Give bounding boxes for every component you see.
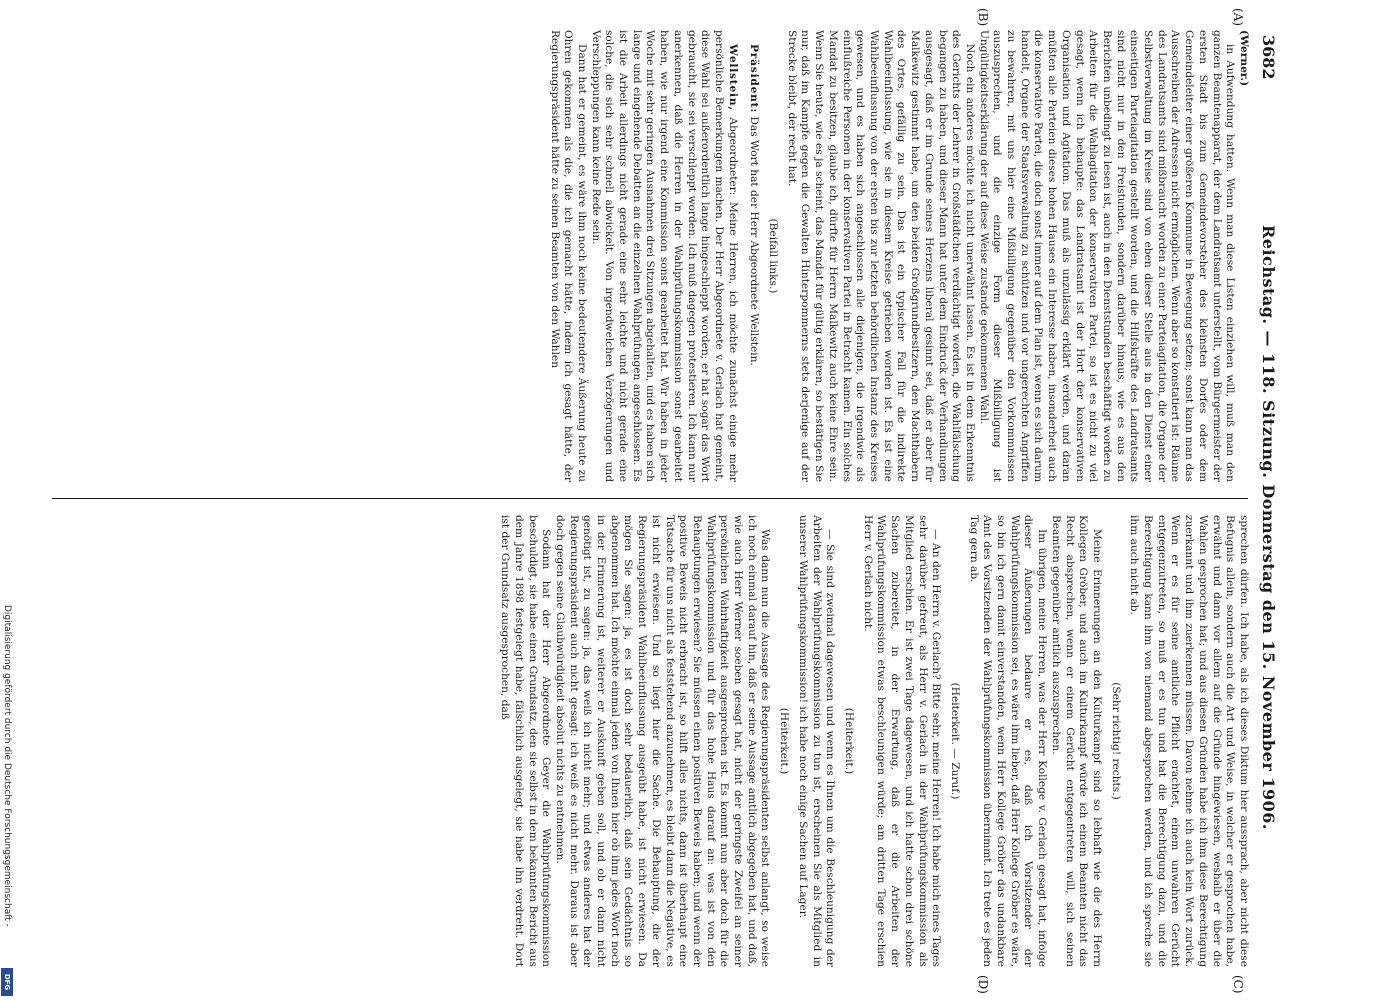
logo-text: DFG xyxy=(3,973,11,991)
president-label: Präsident: xyxy=(748,44,761,114)
paragraph: Was dann nun die Aussage des Regierungspräsidenten selbst anlangt, so weise ich noch einmal darauf hin, daß er seine Aussage amtlich abgegeben hat, und daß, wie auch Herr Werner soeben gesagt hat, nicht der geringste Zweifel an seiner persönlichen Wahrhaftigkeit ausgesprochen ist. Es kommt nun aber doch für die Wahlprüfungskommission und für das hohe Haus darauf an: was ist von den Behauptungen erwiesen? Sie müssen einen positiven Beweis haben; und wenn der positive Beweis nicht erbracht ist, so hilft alles nichts, dann ist überhaupt eine Tatsache für uns nicht als feststehend anzunehmen, es bleibt dann die Negative, es ist nicht erwiesen. Und so liegt hier die Sache. Die Behauptung, die der Regierungspräsident Wahlbeeinflussung ausgeübt habe, ist nicht erwiesen. Da mögen Sie sagen: ja, es ist doch sehr bedauerlich, daß sein Gedächtnis so abgenommen hat. Ich möchte einmal jeden von Ihnen hier ob ihm jedes Wort noch in der Erinnerung ist, weiterer er Auskunft geben soll, und ob er dann nicht genötigt ist, zu sagen: ja, das weiß ich nicht mehr; und etwas anderes hat der Regierungspräsident auch nicht gesagt: ich weiß es nicht mehr. Daraus ist aber doch gegen seine Glaubwürdigkeit absolut nichts zu entnehmen. xyxy=(553,515,772,967)
interjection: (Heiterkeit.) xyxy=(843,707,856,775)
right-column xyxy=(50,515,1250,967)
margin-marker-b: (B) xyxy=(976,8,990,27)
page-number: 3682 xyxy=(1259,35,1278,80)
president-text: Das Wort hat der Herr Abgeordnete Wellstein. xyxy=(748,116,761,366)
speaker-name: Wellstein, xyxy=(726,44,739,111)
credit-text: Digitalisierung gefördert durch die Deutsche Forschungsgemeinschaft - xyxy=(2,605,12,927)
applause-note: (Beifall links.) xyxy=(767,218,780,294)
left-column xyxy=(50,30,1250,482)
interjection: (Sehr richtig! rechts.) xyxy=(1109,682,1122,800)
speaker-role: Abgeordneter: xyxy=(726,117,739,196)
margin-marker-a: (A) xyxy=(1231,8,1245,27)
paragraph: sprechen dürfen. Ich habe, als ich dieses Diktum hier aussprach, aber nicht diese Befugnis allein, sondern auch die Art und Weise, in welcher er gesprochen habe, erwähnt und dann vor allem auf die Gründe hingewiesen, weshalb er über die Wahlen gesprochen hat; und aus diesen Gründen habe ich ihm diese Berechtigung zuerkannt und ihm zuerkennen müssen. Davon nehme ich auch kein Wort zurück. Wenn er es für seine amtliche Pflicht erachtet, einem unwahren Gerücht entgegenzutreten, so muß er es tun und hat die Berechtigung dazu, und die Berechtigung kann ihm von niemand abgesprochen werden, und ich spreche sie ihm auch nicht ab. xyxy=(1128,515,1250,967)
dfg-logo xyxy=(1,968,13,996)
interjection: (Heiterkeit.) xyxy=(778,707,791,775)
column-divider xyxy=(52,498,1248,499)
paragraph: in Aufwendung hatten. Wenn man diese Listen einziehen will, muß man den ganzen Beamtenapparat, der dem Landratsamt unterstellt, vom Bürgermeister der ersten Stadt bis zum Gemeindevorsteher des kleinsten Dorfes oder dem Gemeindeleiter einer größeren Kommune in Bewegung setzen; sonst kann man das Ausschreiben der Adressen nicht ermöglichen. Wenn aber so konstatiert ist: Räume des Landratsamts sind mißbraucht worden zu einer Parteiagitation, die Organe der Selbstverwaltung im Kreise sind von eben dieser Stelle aus in den Dienst einer einseitigen Parteiagitation gestellt worden, und die Hilfskräfte des Landratsamts sind nicht nur in den Freistunden, sondern darüber hinaus, wie es aus den Berichten unbedingt zu lesen ist, auch in den Dienststunden beschäftigt worden zu Arbeiten für die Wahlagitation der konservativen Partei, so ist es nicht zu viel gesagt, wenn ich behaupte: das Landratsamt ist der Hort der konservativen Organisation und Agitation. Das muß als unzulässig erklärt werden, und daran müßten alle Parteien dieses hohen Hauses ein Interesse haben, insonderheit auch die konservative Partei, die doch sonst immer auf dem Plan ist, wenn es sich darum handelt, Organe der Staatsverwaltung zu schützen und vor ungerechten Angriffen zu bewahren, mit uns hier eine Mißbilligung gegenüber den Vorkommnissen auszusprechen, und die einzige Form dieser Mißbilligung ist Ungültigkeitserklärung der auf diese Weise zustande gekommenen Wahl. xyxy=(977,30,1237,482)
speaker-paragraph xyxy=(588,30,739,482)
paragraph: Im übrigen, meine Herren, was der Herr Kollege v. Gerlach gesagt hat, infolge dieser Äußerungen bedaure er es, daß ich Vorsitzender der Wahlprüfungskommission sei, es wäre ihm lieber, daß Herr Kollege Gröber es wäre, so bin ich gern damit einverstanden, wenn Herr Kollege Gröber das undankbare Amt des Vorsitzenden der Wahlprüfungskommission übernimmt. Ich trete es jeden Tag gern ab. xyxy=(967,515,1049,967)
paragraph: Dann hat er gemeint, es wäre ihm noch keine bedeutendere Äußerung heute zu Ohren gekommen als die, die ich gemacht hätte, indem ich gesagt hätte, der Regierungspräsident hätte zu seinen Beamten von den Wahlen xyxy=(548,30,588,482)
page-title: Reichstag. — 118. Sitzung. Donnerstag den 15. November 1906. xyxy=(1259,225,1278,830)
speech-text: Meine Herren, ich möchte zunächst einige mehr persönliche Bemerkungen machen. Der Herr Abgeordnete v. Gerlach hat gemeint, diese Wahl sei außerordentlich lange hingeschleppt worden; er hat sogar das Wort gebraucht, sie sei verschleppt worden. Ich muß dagegen protestieren. Ich kann nur anerkennen, daß die Herren in der Wahlprüfungskommission sonst gearbeitet haben, wie nur irgend eine Kommission sonst gearbeitet hat. Wir haben in jeder Woche mit sehr geringen Ausnahmen drei Sitzungen abgehalten, und es haben sich lange und eingehende Debatten an die einzelnen Wahlprüfungen angeschlossen. Es ist die Arbeit allerdings nicht gerade eine sehr leichte und nicht gerade eine solche, die sich sehr schnell abwickelt. Von irgendwelchen Verzögerungen und Verschleppungen kann keine Rede sein. xyxy=(589,30,739,482)
digitization-credit xyxy=(0,605,14,975)
president-paragraph xyxy=(747,30,761,482)
interjection: (Heiterkeit. — Zuruf.) xyxy=(948,682,961,800)
paragraph: Sodann hat der Herr Abgeordnete Geyer die Wahlprüfungskommission beschuldigt, sie habe einen Grundsatz, den sie selbst in dem bekannten Bericht aus dem Jahre 1898 festgelegt habe, fälschlich ausgelegt, sie habe ihn verdreht. Dort ist der Grundsatz ausgesprochen, daß xyxy=(499,515,553,967)
page-header xyxy=(1254,35,1278,960)
paragraph: — An den Herrn v. Gerlach? Bitte sehr, meine Herren! Ich habe mich eines Tages sehr darüber gefreut, als Herr v. Gerlach in der Wahlprüfungskommission als Mitglied erschien. Er ist zwei Tage dagewesen, und ich hatte schon drei schöne Sachen zubereitet, in der Erwartung, daß er die Arbeiten der Wahlprüfungskommission etwas beschleunigen würde; am dritten Tage erschien Herr v. Gerlach nicht. xyxy=(861,515,943,967)
paragraph: — Sie sind zweimal dagewesen und wenn es Ihnen um die Beschleunigung der Arbeiten der Wahlprüfungskommission zu tun ist, erscheinen Sie als Mitglied in unserer Wahlprüfungskommission! ich habe noch einige Sachen auf Lager. xyxy=(796,515,837,967)
paragraph: Noch ein anderes möchte ich nicht unerwähnt lassen. Es ist in dem Erkenntnis des Gerichts der Lehrer in Großstädtchen verdächtigt worden, die Wahlfälschung begangen zu haben, und dieser Mann hat unter dem Eindruck der Verhandlungen ausgesagt, daß er im Grunde seines Herzens liberal gesinnt sei, daß er aber für Malkewitz gestimmt habe, um den beiden Großgrundbesitzern, den Machthabern des Ortes, gefällig zu sein. Das ist ein typischer Fall für die indirekte Wahlbeeinflussung, wie sie in diesem Kreise getrieben worden ist. Es ist eine Wahlbeeinflussung von der ersten bis zur letzten behördlichen Instanz des Kreises gewesen, und es haben sich angeschlossen alle diejenigen, die irgendwie als einflußreiche Personen in der konservativen Partei in Betracht kamen. Ein solches Mandat zu besitzen, glaube ich, dürfte für Herrn Malkewitz auch keine Ehre sein. Wenn Sie heute, wie es ja scheint, das Mandat für gültig erklären, so bestätigen Sie nur, daß im Kampfe gegen die Gewalten Hinterpommerns stets derjenige auf der Strecke bleibt, der recht hat. xyxy=(785,30,976,482)
margin-marker-d: (D) xyxy=(976,975,990,994)
margin-marker-c: (C) xyxy=(1231,975,1245,994)
speaker-tag: (Werner.) xyxy=(1238,30,1250,87)
paragraph: Meine Erinnerungen an den Kulturkampf sind so lebhaft wie die des Herrn Kollegen Gröber, und auch im Kulturkampf würde ich einem Beamten nicht das Recht absprechen, wenn er einem Gerücht entgegentreten will, sich seinen Beamten gegenüber amtlich auszusprechen. xyxy=(1049,515,1103,967)
